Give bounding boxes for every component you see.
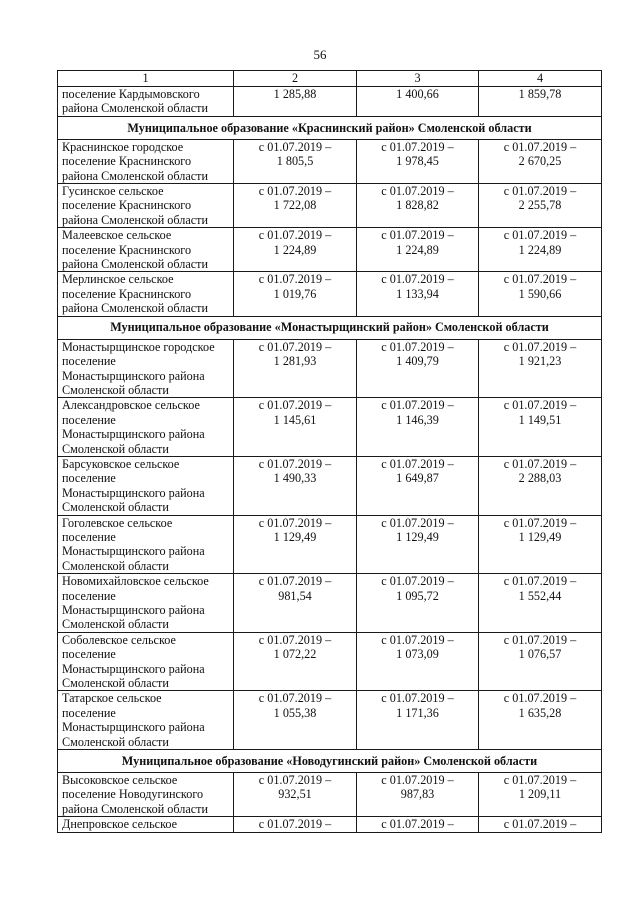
tariff-value-line: с 01.07.2019 – xyxy=(381,691,454,706)
tariff-col3-cell xyxy=(357,228,479,272)
tariff-col4-cell xyxy=(479,139,602,183)
tariff-value-line: 1 133,94 xyxy=(396,286,439,301)
tariff-value-line: 1 146,39 xyxy=(396,412,439,427)
tariff-col2-cell xyxy=(234,228,357,272)
tariff-value-line: с 01.07.2019 – xyxy=(258,184,332,199)
tariff-col3-cell xyxy=(357,574,479,633)
settlement-name-cell xyxy=(58,339,234,398)
tariff-value-line: с 01.07.2019 – xyxy=(258,456,332,471)
tariff-col3-cell xyxy=(357,87,479,117)
settlement-name-line: Монастырщинского района xyxy=(62,427,205,442)
settlement-name-line: Смоленской области xyxy=(62,676,169,691)
tariff-col3-cell xyxy=(357,515,479,574)
tariff-value-line: с 01.07.2019 – xyxy=(381,398,454,413)
settlement-name-cell xyxy=(58,228,234,272)
tariff-col2-cell xyxy=(234,515,357,574)
settlement-name-line: поселение Краснинского xyxy=(62,198,192,213)
tariff-value-line: с 01.07.2019 – xyxy=(381,139,454,154)
settlement-name-line: поселение Краснинского xyxy=(62,242,192,257)
settlement-name-line: поселение xyxy=(62,705,116,720)
table-row xyxy=(58,184,602,228)
tariff-value-line: 987,83 xyxy=(400,787,435,802)
settlement-name-line: поселение xyxy=(62,412,116,427)
settlement-name-line: Монастырщинского района xyxy=(62,603,205,617)
column-header-1: 1 xyxy=(58,71,234,87)
tariff-value-line: с 01.07.2019 – xyxy=(258,272,332,287)
tariff-value-line: с 01.07.2019 – xyxy=(381,184,454,199)
section-row xyxy=(58,750,602,773)
table-row xyxy=(58,398,602,457)
tariff-col4-cell xyxy=(479,456,602,515)
settlement-name-cell xyxy=(58,87,234,117)
tariff-value-line: 1 149,51 xyxy=(518,412,562,427)
tariff-value-line: с 01.07.2019 – xyxy=(503,228,577,243)
settlement-name-line: поселение xyxy=(62,647,116,662)
tariff-value-line: 1 552,44 xyxy=(518,588,562,603)
settlement-name-cell xyxy=(58,139,234,183)
tariff-value-line: 1 129,49 xyxy=(273,529,317,544)
column-header-2: 2 xyxy=(234,71,357,87)
settlement-name-line: Смоленской области xyxy=(62,617,169,632)
tariff-value-line: 1 129,49 xyxy=(518,529,562,544)
tariff-value-line: с 01.07.2019 – xyxy=(503,574,577,589)
tariff-value-line: с 01.07.2019 – xyxy=(503,632,577,647)
table-row xyxy=(58,139,602,183)
settlement-name-line: района Смоленской области xyxy=(62,301,208,316)
table-body xyxy=(58,71,602,833)
settlement-name-line: поселение Краснинского xyxy=(62,286,192,301)
settlement-name-line: поселение xyxy=(62,471,116,486)
section-row xyxy=(58,116,602,139)
section-row xyxy=(58,316,602,339)
settlement-name-line: района Смоленской области xyxy=(62,257,208,272)
tariff-value-line: с 01.07.2019 – xyxy=(381,773,454,788)
tariff-value-line: с 01.07.2019 – xyxy=(258,398,332,413)
settlement-name-line: района Смоленской области xyxy=(62,212,208,227)
settlement-name-line: Смоленской области xyxy=(62,500,169,515)
tariff-value-line: 1 635,28 xyxy=(518,705,562,720)
settlement-name-line: Смоленской области xyxy=(62,441,169,456)
table-row xyxy=(58,773,602,817)
tariff-value-line: 1 171,36 xyxy=(396,705,439,720)
tariff-value-line: 1 019,76 xyxy=(273,286,317,301)
settlement-name-line: Гоголевское сельское xyxy=(62,515,173,530)
tariff-value-line: с 01.07.2019 – xyxy=(503,515,577,530)
table-header-row xyxy=(58,71,602,87)
tariff-value-line: 932,51 xyxy=(278,787,312,802)
settlement-name-cell xyxy=(58,574,234,633)
settlement-name-cell xyxy=(58,515,234,574)
settlement-name-line: Новомихайловское сельское xyxy=(62,574,209,589)
tariff-col4-cell xyxy=(479,773,602,817)
tariff-col3-cell xyxy=(357,398,479,457)
tariff-value-line: 1 590,66 xyxy=(518,286,562,301)
settlement-name-line: Монастырщинского района xyxy=(62,661,205,676)
tariff-value-line: 1 400,66 xyxy=(396,87,439,101)
tariff-value-line: с 01.07.2019 – xyxy=(503,817,577,832)
settlement-name-cell xyxy=(58,632,234,691)
tariff-col4-cell xyxy=(479,339,602,398)
tariff-col2-cell xyxy=(234,632,357,691)
tariff-value-line: 1 209,11 xyxy=(518,787,562,802)
settlement-name-line: Гусинское сельское xyxy=(62,184,164,199)
settlement-name-line: Монастырщинского района xyxy=(62,544,205,559)
tariff-value-line: 1 073,09 xyxy=(396,647,439,662)
tariff-col4-cell xyxy=(479,817,602,832)
tariff-value-line: с 01.07.2019 – xyxy=(503,272,577,287)
tariff-value-line: с 01.07.2019 – xyxy=(381,632,454,647)
settlement-name-line: Монастырщинское городское xyxy=(62,339,215,354)
settlement-name-line: поселение Краснинского xyxy=(62,154,192,169)
tariff-value-line: 1 145,61 xyxy=(273,412,317,427)
tariff-value-line: 1 285,88 xyxy=(273,87,317,101)
table-row xyxy=(58,339,602,398)
settlement-name-line: поселение Кардымовского xyxy=(62,87,200,101)
tariff-value-line: 1 722,08 xyxy=(273,198,317,213)
tariff-value-line: 1 805,5 xyxy=(276,154,314,169)
tariff-col2-cell xyxy=(234,773,357,817)
tariff-col3-cell xyxy=(357,773,479,817)
settlement-name-line: Соболевское сельское xyxy=(62,632,176,647)
tariff-value-line: 1 828,82 xyxy=(396,198,439,213)
table-row xyxy=(58,574,602,633)
tariff-value-line: с 01.07.2019 – xyxy=(503,456,577,471)
tariff-col2-cell xyxy=(234,456,357,515)
settlement-name-line: Высоковское сельское xyxy=(62,773,178,788)
tariff-value-line: с 01.07.2019 – xyxy=(503,184,577,199)
table-row xyxy=(58,456,602,515)
settlement-name-line: поселение xyxy=(62,588,116,603)
tariff-col4-cell xyxy=(479,398,602,457)
tariff-value-line: с 01.07.2019 – xyxy=(258,339,332,354)
settlement-name-line: Мерлинское сельское xyxy=(62,272,174,287)
tariff-value-line: 1 649,87 xyxy=(396,471,439,486)
settlement-name-cell xyxy=(58,456,234,515)
table-row xyxy=(58,632,602,691)
settlement-name-line: района Смоленской области xyxy=(62,101,208,116)
table-row xyxy=(58,228,602,272)
section-title: Муниципальное образование «Монастырщинский район» Смоленской области xyxy=(58,316,602,339)
settlement-name-line: района Смоленской области xyxy=(62,801,208,816)
settlement-name-line: Монастырщинского района xyxy=(62,720,205,735)
settlement-name-line: Монастырщинского района xyxy=(62,368,205,383)
settlement-name-line: Днепровское сельское xyxy=(62,817,178,832)
tariff-value-line: с 01.07.2019 – xyxy=(381,456,454,471)
tariff-value-line: 1 859,78 xyxy=(518,87,562,101)
tariff-value-line: 1 921,23 xyxy=(518,354,562,369)
tariff-value-line: 1 072,22 xyxy=(273,647,317,662)
tariff-value-line: с 01.07.2019 – xyxy=(258,515,332,530)
tariff-value-line: с 01.07.2019 – xyxy=(381,515,454,530)
tariff-col2-cell xyxy=(234,691,357,750)
tariff-value-line: 981,54 xyxy=(278,588,312,603)
tariff-col4-cell xyxy=(479,184,602,228)
settlement-name-line: поселение xyxy=(62,354,116,369)
tariff-value-line: 2 255,78 xyxy=(518,198,562,213)
tariff-value-line: с 01.07.2019 – xyxy=(381,228,454,243)
settlement-name-line: Смоленской области xyxy=(62,382,169,397)
tariff-col3-cell xyxy=(357,272,479,316)
tariff-value-line: с 01.07.2019 – xyxy=(503,139,577,154)
settlement-name-line: Монастырщинского района xyxy=(62,485,205,500)
tariff-value-line: с 01.07.2019 – xyxy=(258,817,332,832)
tariff-col2-cell xyxy=(234,272,357,316)
tariff-value-line: 1 224,89 xyxy=(273,242,317,257)
tariff-value-line: с 01.07.2019 – xyxy=(258,691,332,706)
tariff-value-line: с 01.07.2019 – xyxy=(503,773,577,788)
settlement-name-cell xyxy=(58,272,234,316)
tariff-col3-cell xyxy=(357,456,479,515)
tariff-col3-cell xyxy=(357,184,479,228)
tariff-value-line: 1 095,72 xyxy=(396,588,439,603)
tariff-col2-cell xyxy=(234,574,357,633)
settlement-name-line: Малеевское сельское xyxy=(62,228,172,243)
tariff-value-line: с 01.07.2019 – xyxy=(258,139,332,154)
tariff-col4-cell xyxy=(479,632,602,691)
tariff-value-line: с 01.07.2019 – xyxy=(258,773,332,788)
tariff-col3-cell xyxy=(357,632,479,691)
settlement-name-cell xyxy=(58,773,234,817)
column-header-4: 4 xyxy=(479,71,602,87)
tariff-value-line: 1 281,93 xyxy=(273,354,317,369)
tariff-col2-cell xyxy=(234,817,357,832)
tariff-value-line: 2 670,25 xyxy=(518,154,562,169)
section-title: Муниципальное образование «Краснинский район» Смоленской области xyxy=(58,116,602,139)
settlement-name-line: Татарское сельское xyxy=(62,691,162,706)
tariff-col4-cell xyxy=(479,691,602,750)
tariff-col4-cell xyxy=(479,574,602,633)
tariff-value-line: 2 288,03 xyxy=(518,471,562,486)
tariff-value-line: 1 055,38 xyxy=(273,705,317,720)
table-row xyxy=(58,515,602,574)
settlement-name-line: поселение Новодугинского xyxy=(62,787,204,802)
tariff-col2-cell xyxy=(234,139,357,183)
settlement-name-line: Барсуковское сельское xyxy=(62,456,180,471)
tariff-col2-cell xyxy=(234,87,357,117)
tariff-value-line: с 01.07.2019 – xyxy=(381,817,454,832)
tariff-value-line: 1 224,89 xyxy=(396,242,439,257)
tariff-col2-cell xyxy=(234,339,357,398)
section-title: Муниципальное образование «Новодугинский район» Смоленской области xyxy=(58,750,602,773)
tariff-value-line: 1 490,33 xyxy=(273,471,317,486)
tariff-value-line: 1 129,49 xyxy=(396,529,439,544)
page-number: 56 xyxy=(313,47,327,62)
settlement-name-cell xyxy=(58,398,234,457)
settlement-name-line: Смоленской области xyxy=(62,558,169,573)
tariff-value-line: с 01.07.2019 – xyxy=(503,691,577,706)
column-header-3: 3 xyxy=(357,71,479,87)
tariff-col3-cell xyxy=(357,139,479,183)
settlement-name-line: района Смоленской области xyxy=(62,168,208,183)
tariff-col3-cell xyxy=(357,339,479,398)
tariff-col2-cell xyxy=(234,398,357,457)
settlement-name-line: Александровское сельское xyxy=(62,398,200,413)
tariff-value-line: с 01.07.2019 – xyxy=(258,228,332,243)
tariff-value-line: 1 409,79 xyxy=(396,354,439,369)
settlement-name-line: Смоленской области xyxy=(62,734,169,749)
table-row xyxy=(58,272,602,316)
tariff-value-line: 1 224,89 xyxy=(518,242,562,257)
tariff-value-line: с 01.07.2019 – xyxy=(258,632,332,647)
tariff-value-line: с 01.07.2019 – xyxy=(381,574,454,589)
settlement-name-cell xyxy=(58,817,234,832)
settlement-name-line: Краснинское городское xyxy=(62,139,184,154)
settlement-name-cell xyxy=(58,691,234,750)
tariff-table xyxy=(57,70,602,833)
tariff-col4-cell xyxy=(479,272,602,316)
tariff-col4-cell xyxy=(479,515,602,574)
tariff-col2-cell xyxy=(234,184,357,228)
tariff-value-line: 1 076,57 xyxy=(518,647,562,662)
tariff-value-line: с 01.07.2019 – xyxy=(258,574,332,589)
table-row xyxy=(58,87,602,117)
settlement-name-cell xyxy=(58,184,234,228)
tariff-col3-cell xyxy=(357,691,479,750)
tariff-value-line: 1 978,45 xyxy=(396,154,439,169)
tariff-value-line: с 01.07.2019 – xyxy=(503,339,577,354)
tariff-col4-cell xyxy=(479,228,602,272)
table-row xyxy=(58,691,602,750)
tariff-value-line: с 01.07.2019 – xyxy=(503,398,577,413)
tariff-value-line: с 01.07.2019 – xyxy=(381,272,454,287)
table-row xyxy=(58,817,602,832)
tariff-col4-cell xyxy=(479,87,602,117)
settlement-name-line: поселение xyxy=(62,529,116,544)
tariff-value-line: с 01.07.2019 – xyxy=(381,339,454,354)
tariff-col3-cell xyxy=(357,817,479,832)
